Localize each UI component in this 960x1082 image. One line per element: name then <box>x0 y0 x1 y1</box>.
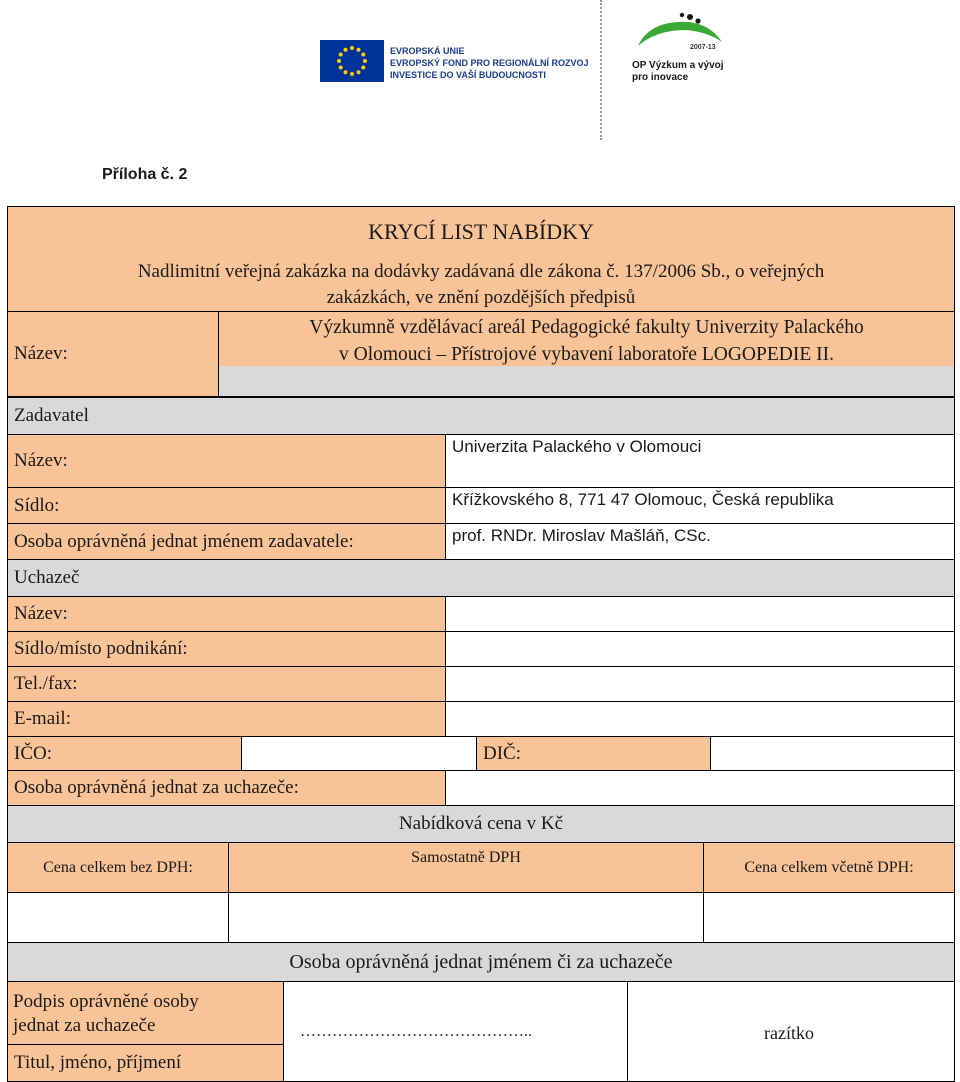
op-text <box>632 60 772 84</box>
cena-heading-cell <box>7 805 955 843</box>
nazev-gray-strip <box>218 366 955 397</box>
uchazec-email-input[interactable] <box>445 701 955 737</box>
uchazec-osoba-label: Osoba oprávněná jednat za uchazeče: <box>14 777 299 798</box>
zadavatel-nazev-label-cell <box>7 434 446 488</box>
cena-dph-label: Samostatně DPH <box>411 849 521 866</box>
form-title: KRYCÍ LIST NABÍDKY <box>368 219 594 244</box>
uchazec-nazev-label-cell <box>7 596 446 632</box>
op-years: 2007-13 <box>690 44 716 51</box>
cena-dph-input[interactable] <box>228 892 704 943</box>
uchazec-heading-cell <box>7 559 955 597</box>
attachment-label: Příloha č. 2 <box>102 166 188 183</box>
uchazec-sidlo-label-cell <box>7 631 446 667</box>
logo-divider <box>600 0 602 140</box>
form-subtitle-1: Nadlimitní veřejná zakázka na dodávky zadávaná dle zákona č. 137/2006 Sb., o veřejných <box>137 261 825 282</box>
op-line-2: pro inovace <box>632 72 689 83</box>
uchazec-sidlo-label: Sídlo/místo podnikání: <box>14 638 188 659</box>
cena-vcetne-dph-input[interactable] <box>703 892 955 943</box>
zadavatel-heading: Zadavatel <box>14 405 89 426</box>
uchazec-ico-label: IČO: <box>14 742 52 764</box>
nazev-value-1: Výzkumně vzdělávací areál Pedagogické fakulty Univerzity Palackého <box>309 317 864 338</box>
op-line-1: OP Výzkum a vývoj <box>632 60 724 71</box>
uchazec-tel-label: Tel./fax: <box>14 673 78 694</box>
form-subtitle-2: zakázkách, ve znění pozdějších předpisů <box>326 287 636 308</box>
nazev-label-cell <box>7 311 219 397</box>
eu-line-1: EVROPSKÁ UNIE <box>390 46 465 56</box>
cena-heading: Nabídková cena v Kč <box>398 813 564 834</box>
podpis-heading: Osoba oprávněná jednat jménem či za uchazeče <box>289 951 673 973</box>
podpis-razitko: razítko <box>764 1023 814 1043</box>
eu-line-2: EVROPSKÝ FOND PRO REGIONÁLNÍ ROZVOJ <box>390 58 589 68</box>
nazev-value-2: v Olomouci – Přístrojové vybavení laboratoře LOGOPEDIE II. <box>339 344 834 365</box>
nazev-label: Název: <box>14 343 68 364</box>
uchazec-ico-label-cell <box>7 736 242 771</box>
cena-vcetne-dph-cell <box>703 842 955 893</box>
podpis-label <box>13 990 199 1038</box>
uchazec-osoba-label-cell <box>7 770 446 806</box>
zadavatel-sidlo-label-cell <box>7 487 446 524</box>
zadavatel-osoba-value: prof. RNDr. Miroslav Mašláň, CSc. <box>452 526 711 545</box>
podpis-dots: …………………………………….. <box>300 1023 532 1040</box>
uchazec-email-label-cell <box>7 701 446 737</box>
uchazec-nazev-input[interactable] <box>445 596 955 632</box>
uchazec-dic-input[interactable] <box>710 736 955 771</box>
zadavatel-nazev-label: Název: <box>14 450 68 471</box>
podpis-heading-cell <box>7 942 955 982</box>
podpis-label-line-2: jednat za uchazeče <box>13 1015 156 1036</box>
uchazec-dic-label-cell <box>476 736 711 771</box>
zadavatel-osoba-label: Osoba oprávněná jednat jménem zadavatele: <box>14 530 354 552</box>
uchazec-ico-input[interactable] <box>241 736 477 771</box>
titul-label-cell <box>7 1044 284 1082</box>
zadavatel-nazev-value: Univerzita Palackého v Olomouci <box>452 437 702 456</box>
eu-stars-icon <box>320 40 384 82</box>
zadavatel-heading-cell <box>7 397 955 435</box>
uchazec-nazev-label: Název: <box>14 603 68 624</box>
uchazec-dic-label: DIČ: <box>483 742 521 764</box>
cena-bez-dph-label: Cena celkem bez DPH: <box>43 858 193 876</box>
cena-bez-dph-cell <box>7 842 229 893</box>
podpis-label-line-1: Podpis oprávněné osoby <box>13 991 199 1012</box>
uchazec-osoba-input[interactable] <box>445 770 955 806</box>
uchazec-email-label: E-mail: <box>14 708 71 729</box>
cena-bez-dph-input[interactable] <box>7 892 229 943</box>
uchazec-tel-label-cell <box>7 666 446 702</box>
uchazec-heading: Uchazeč <box>14 567 80 588</box>
eu-text <box>390 45 590 81</box>
zadavatel-sidlo-label: Sídlo: <box>14 494 60 516</box>
eu-line-3: INVESTICE DO VAŠÍ BUDOUCNOSTI <box>390 70 546 80</box>
zadavatel-osoba-label-cell <box>7 523 446 560</box>
uchazec-sidlo-input[interactable] <box>445 631 955 667</box>
eu-logo <box>320 40 384 82</box>
zadavatel-sidlo-value: Křížkovského 8, 771 47 Olomouc, Česká republika <box>452 490 834 509</box>
uchazec-tel-input[interactable] <box>445 666 955 702</box>
titul-label: Titul, jméno, příjmení <box>14 1052 182 1073</box>
cena-vcetne-dph-label: Cena celkem včetně DPH: <box>744 858 914 876</box>
